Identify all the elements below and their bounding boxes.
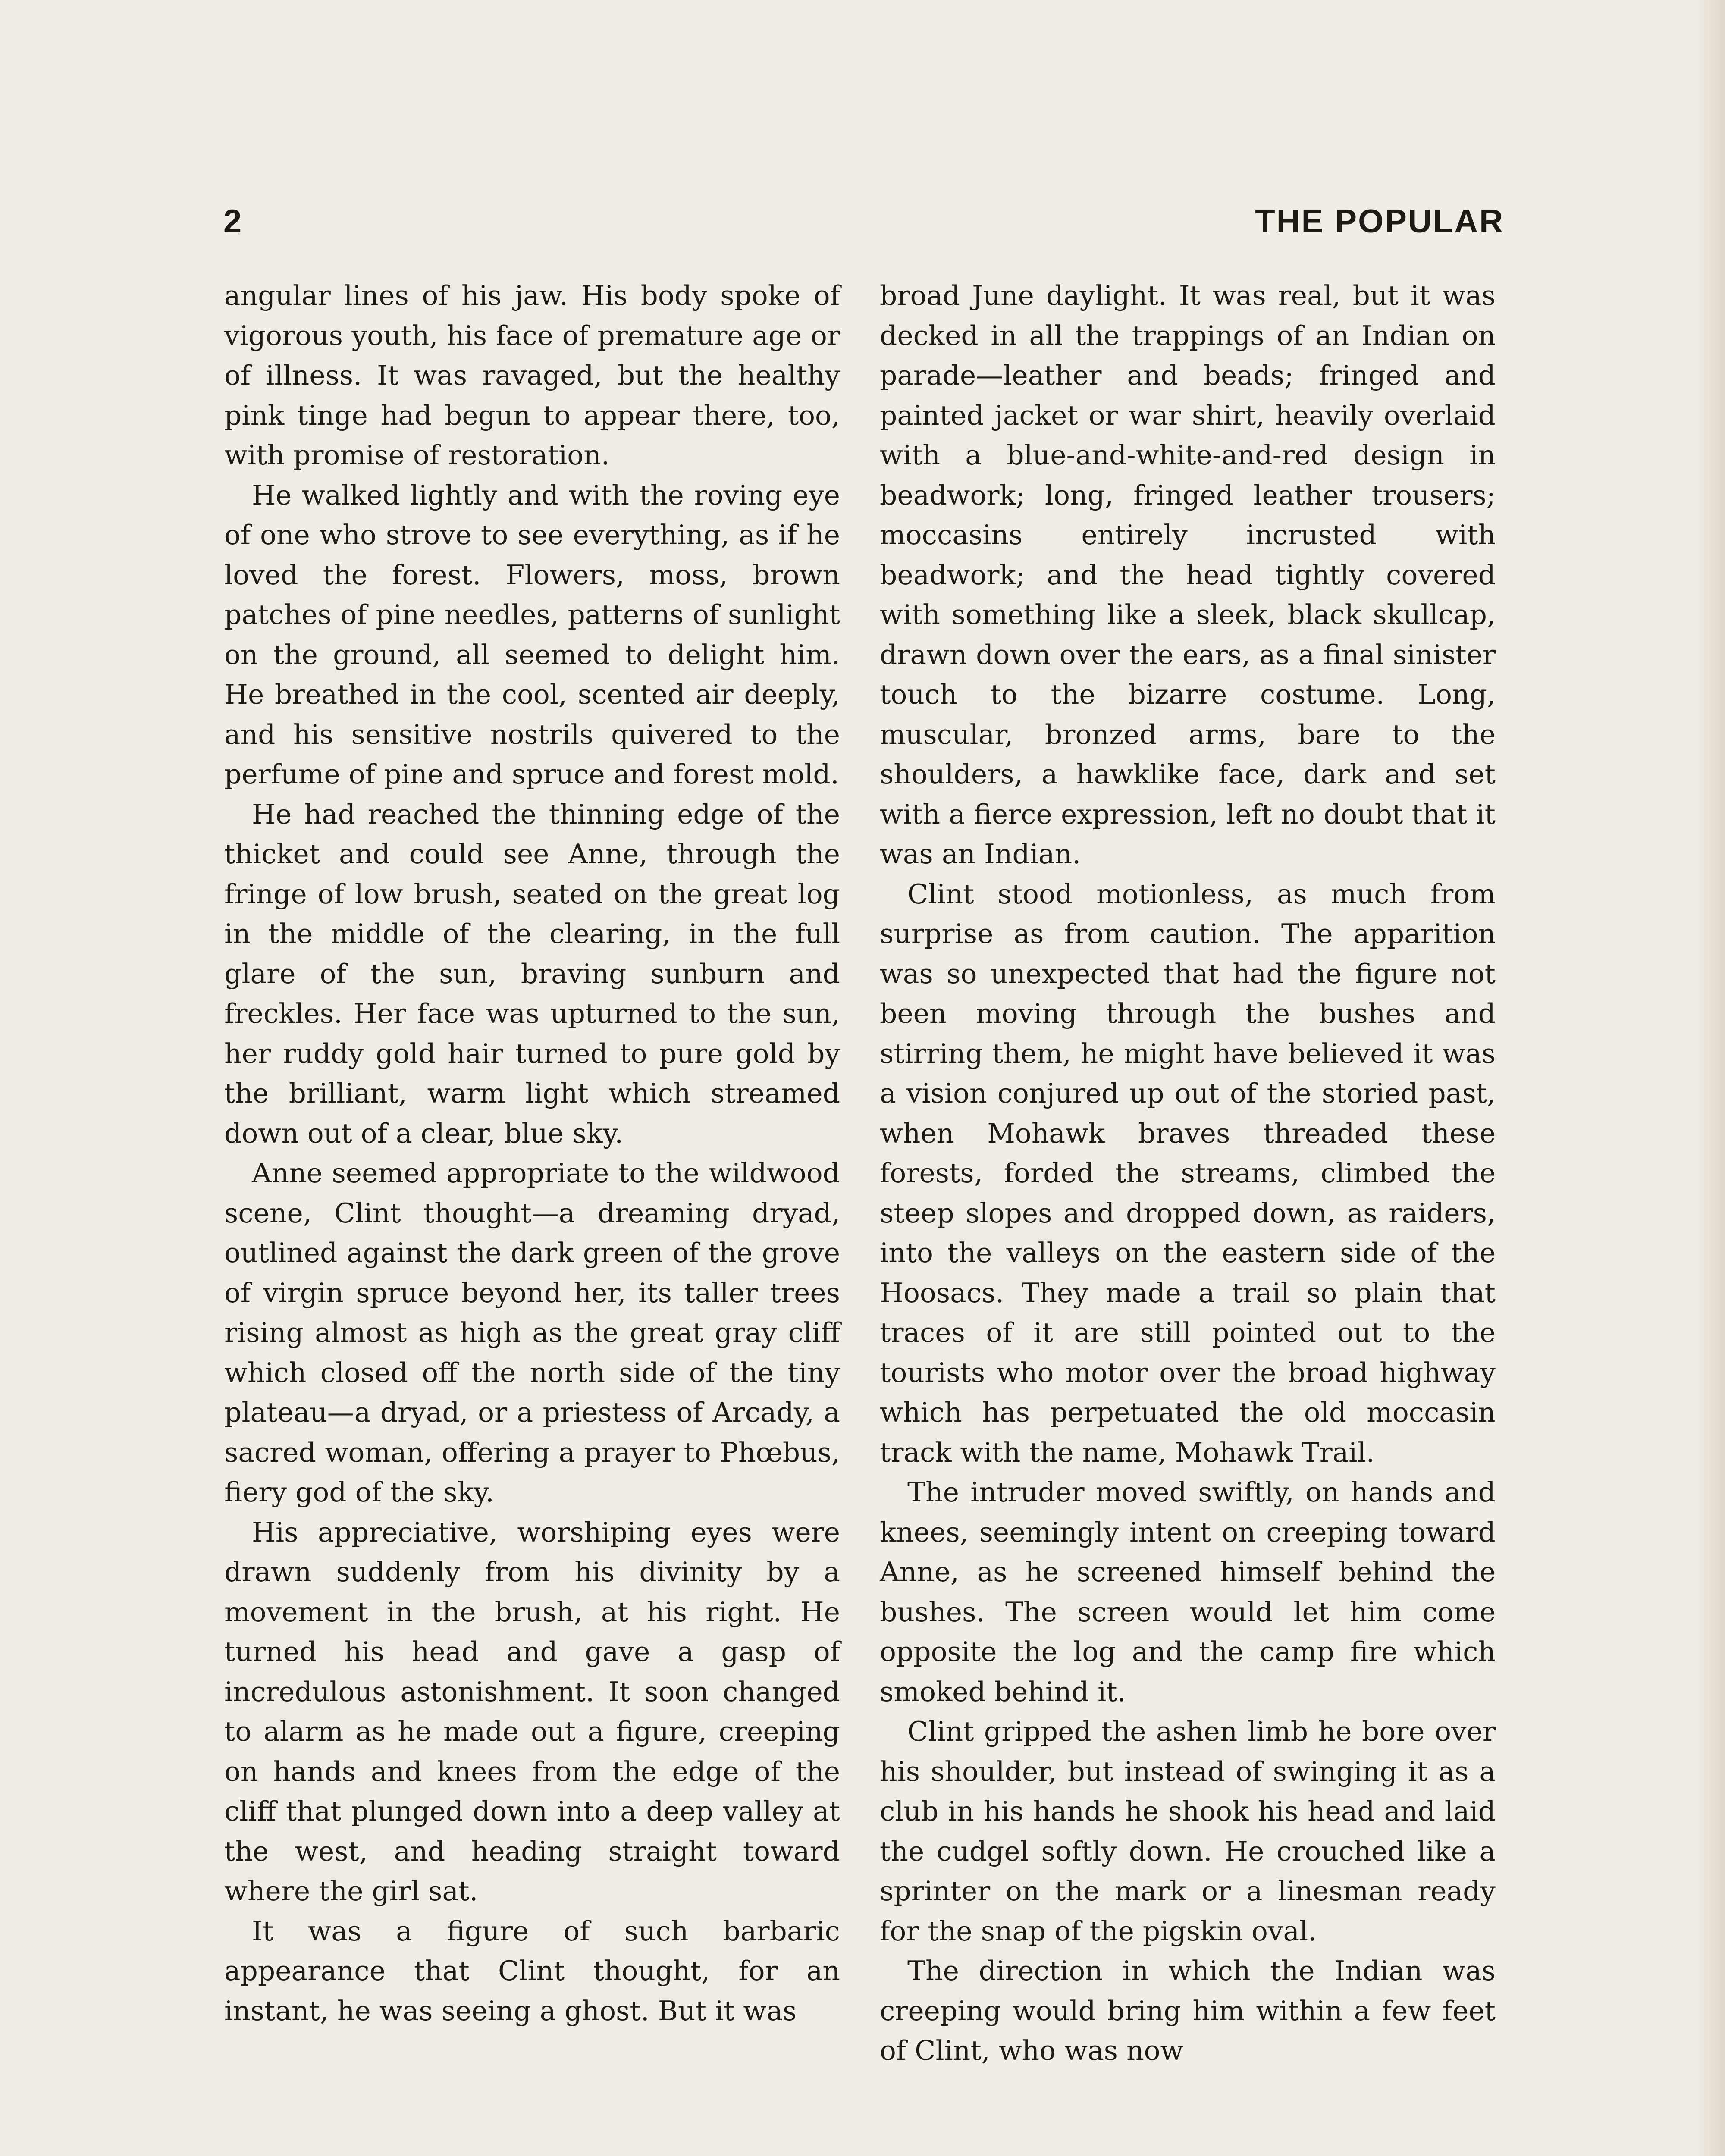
running-head: THE POPULAR bbox=[1255, 203, 1504, 240]
paragraph: It was a figure of such barbaric appearance that Clint thought, for an instant, he was seeing a ghost. But it was bbox=[224, 1915, 840, 2027]
paragraph: He walked lightly and with the roving eye of one who strove to see everything, as if he loved the forest. Flowers, moss, brown patches of pine needles, patterns of sunlight on the ground, all seemed to delight him. He breathed in the cool, scented air deeply, and his sensitive nostrils quivered to the perfume of pine and spruce and forest mold. bbox=[224, 479, 840, 790]
paragraph: angular lines of his jaw. His body spoke of vigorous youth, his face of premature age or of illness. It was ravaged, but the healthy pink tinge had begun to appear there, too, with promise of restoration. bbox=[224, 280, 840, 471]
right-text-column bbox=[880, 276, 1496, 2071]
paragraph: Clint gripped the ashen limb he bore over his shoulder, but instead of swinging it as a club in his hands he shook his head and laid the cudgel softly down. He crouched like a sprinter on the mark or a linesman ready for the snap of the pigskin oval. bbox=[880, 1716, 1496, 1947]
paragraph: His appreciative, worshiping eyes were drawn suddenly from his divinity by a movement in the brush, at his right. He turned his head and gave a gasp of incredulous astonishment. It soon changed to alarm as he made out a figure, creeping on hands and knees from the edge of the cliff that plunged down into a deep valley at the west, and heading straight toward where the girl sat. bbox=[224, 1516, 840, 1907]
page-header bbox=[223, 203, 1504, 254]
paragraph: The direction in which the Indian was creeping would bring him within a few feet of Clint, who was now bbox=[880, 1955, 1496, 2066]
paragraph: Anne seemed appropriate to the wildwood scene, Clint thought—a dreaming dryad, outlined against the dark green of the grove of virgin spruce beyond her, its taller trees rising almost as high as the great gray cliff which closed off the north side of the tiny plateau—a dryad, or a priestess of Arcady, a sacred woman, offering a prayer to Phœbus, fiery god of the sky. bbox=[224, 1157, 840, 1508]
paragraph: The intruder moved swiftly, on hands and knees, seemingly intent on creeping toward Anne, as he screened himself behind the bushes. The screen would let him come opposite the log and the camp fire which smoked behind it. bbox=[880, 1476, 1496, 1708]
paragraph: He had reached the thinning edge of the thicket and could see Anne, through the fringe of low brush, seated on the great log in the middle of the clearing, in the full glare of the sun, braving sunburn and freckles. Her face was upturned to the sun, her ruddy gold hair turned to pure gold by the brilliant, warm light which streamed down out of a clear, blue sky. bbox=[224, 798, 840, 1149]
page-edge-shadow bbox=[1695, 0, 1725, 2156]
page-number: 2 bbox=[223, 203, 242, 240]
paragraph: Clint stood motionless, as much from surprise as from caution. The apparition was so unexpected that had the figure not been moving through the bushes and stirring them, he might have believed it was a vision conjured up out of the storied past, when Mohawk braves threaded these forests, forded the streams, climbed the steep slopes and dropped down, as raiders, into the valleys on the eastern side of the Hoosacs. They made a trail so plain that traces of it are still pointed out to the tourists who motor over the broad highway which has perpetuated the old moccasin track with the name, Mohawk Trail. bbox=[880, 878, 1496, 1468]
paragraph: broad June daylight. It was real, but it was decked in all the trappings of an Indian on parade—leather and beads; fringed and painted jacket or war shirt, heavily overlaid with a blue-and-white-and-red design in beadwork; long, fringed leather trousers; moccasins entirely incrusted with beadwork; and the head tightly covered with something like a sleek, black skullcap, drawn down over the ears, as a final sinister touch to the bizarre costume. Long, muscular, bronzed arms, bare to the shoulders, a hawklike face, dark and set with a fierce expression, left no doubt that it was an Indian. bbox=[880, 280, 1496, 870]
left-text-column bbox=[224, 276, 840, 2031]
